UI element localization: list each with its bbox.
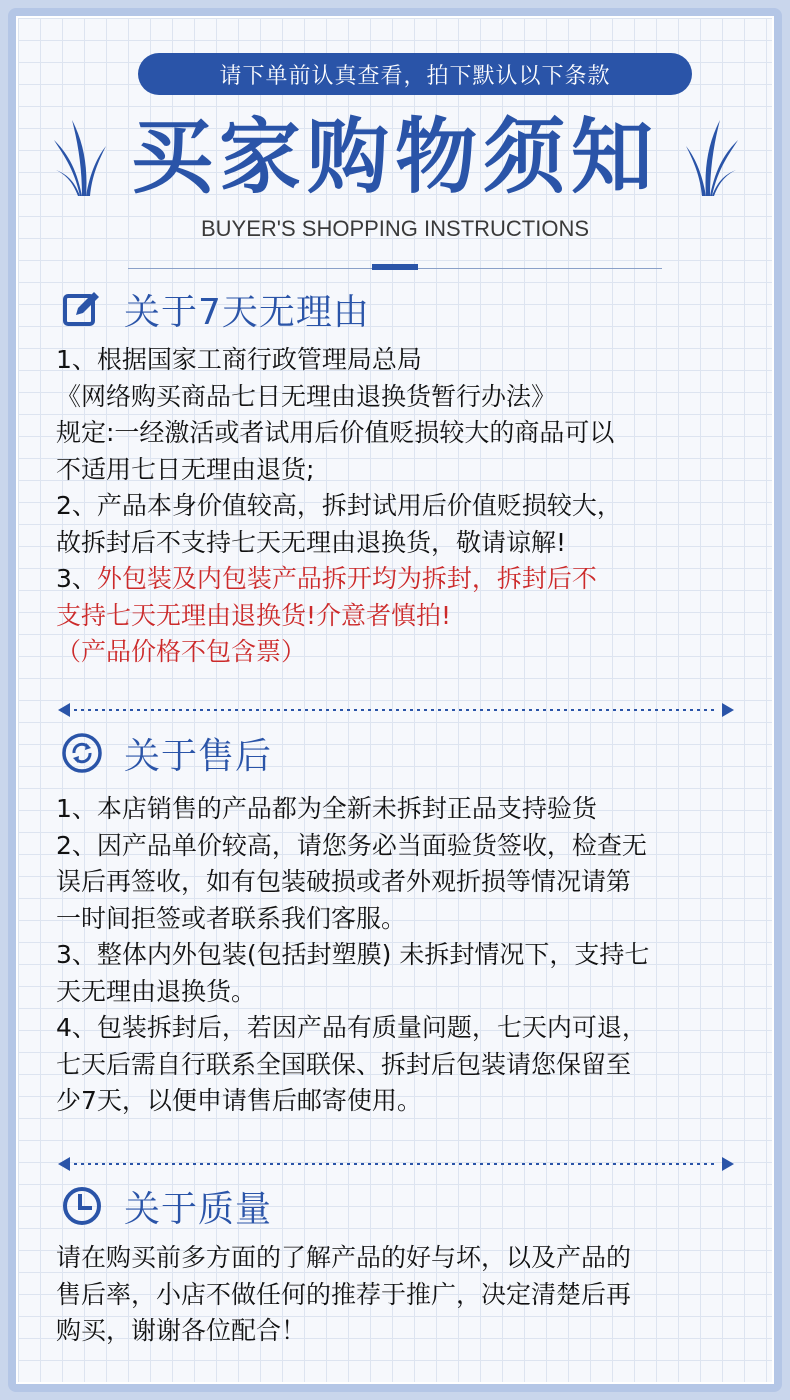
clock-icon xyxy=(62,1186,102,1226)
warning-text: 支持七天无理由退换货!介意者慎拍! xyxy=(56,600,452,630)
section-divider xyxy=(58,702,734,718)
text-line: 《网络购买商品七日无理由退换货暂行办法》 xyxy=(56,381,557,411)
list-number: 3、 xyxy=(56,564,97,593)
text-line: 售后率，小店不做任何的推荐于推广，决定清楚后再 xyxy=(56,1279,632,1309)
text-line: 4、包装拆封后，若因产品有质量问题，七天内可退， xyxy=(56,1013,647,1042)
warning-line xyxy=(56,561,768,598)
section-header-quality xyxy=(62,1181,272,1231)
section-body-7day xyxy=(56,342,768,671)
text-line: 故拆封后不支持七天无理由退换货，敬请谅解! xyxy=(56,527,567,557)
text-line: 七天后需自行联系全国联保、拆封后包装请您保留至 xyxy=(56,1049,632,1079)
section-divider xyxy=(58,1156,734,1172)
text-line: 1、本店销售的产品都为全新未拆封正品支持验货 xyxy=(56,794,597,823)
page-title: 买家购物须知 xyxy=(130,110,659,205)
text-line: 天无理由退换货。 xyxy=(56,976,257,1006)
text-line: 1、根据国家工商行政管理局总局 xyxy=(56,345,422,374)
text-line: 2、因产品单价较高，请您务必当面验货签收，检查无 xyxy=(56,830,647,860)
title-divider-mark xyxy=(372,264,418,270)
text-line: 一时间拒签或者联系我们客服。 xyxy=(56,903,407,933)
section-title: 关于售后 xyxy=(124,735,273,777)
text-line: 误后再签收，如有包装破损或者外观折损等情况请第 xyxy=(56,867,632,896)
section-title: 关于7天无理由 xyxy=(124,291,370,333)
text-line: 规定:一经激活或者试用后价值贬损较大的商品可以 xyxy=(56,418,615,447)
section-title: 关于质量 xyxy=(124,1188,273,1230)
refresh-icon xyxy=(62,733,102,773)
page-subtitle: BUYER'S SHOPPING INSTRUCTIONS xyxy=(200,216,590,241)
section-header-7day xyxy=(62,284,370,334)
section-header-after-sales xyxy=(62,728,272,778)
text-line: 3、整体内外包装(包括封塑膜) 未拆封情况下，支持七 xyxy=(56,940,650,969)
warning-text: 外包装及内包装产品拆开均为拆封，拆封后不 xyxy=(96,564,597,593)
text-line: 少7天，以便申请售后邮寄使用。 xyxy=(56,1086,422,1115)
text-line: 购买，谢谢各位配合！ xyxy=(56,1316,307,1345)
invoice-note: （产品价格不包含票） xyxy=(56,637,307,666)
text-line: 不适用七日无理由退货; xyxy=(56,454,315,484)
notice-banner xyxy=(138,53,692,95)
text-line: 2、产品本身价值较高，拆封试用后价值贬损较大， xyxy=(56,491,622,520)
edit-icon xyxy=(62,289,102,329)
text-line: 请在购买前多方面的了解产品的好与坏，以及产品的 xyxy=(56,1243,632,1272)
section-body-after-sales xyxy=(56,791,768,1120)
section-body-quality xyxy=(56,1240,768,1350)
notice-banner-text: 请下单前认真查看，拍下默认以下条款 xyxy=(219,63,611,89)
